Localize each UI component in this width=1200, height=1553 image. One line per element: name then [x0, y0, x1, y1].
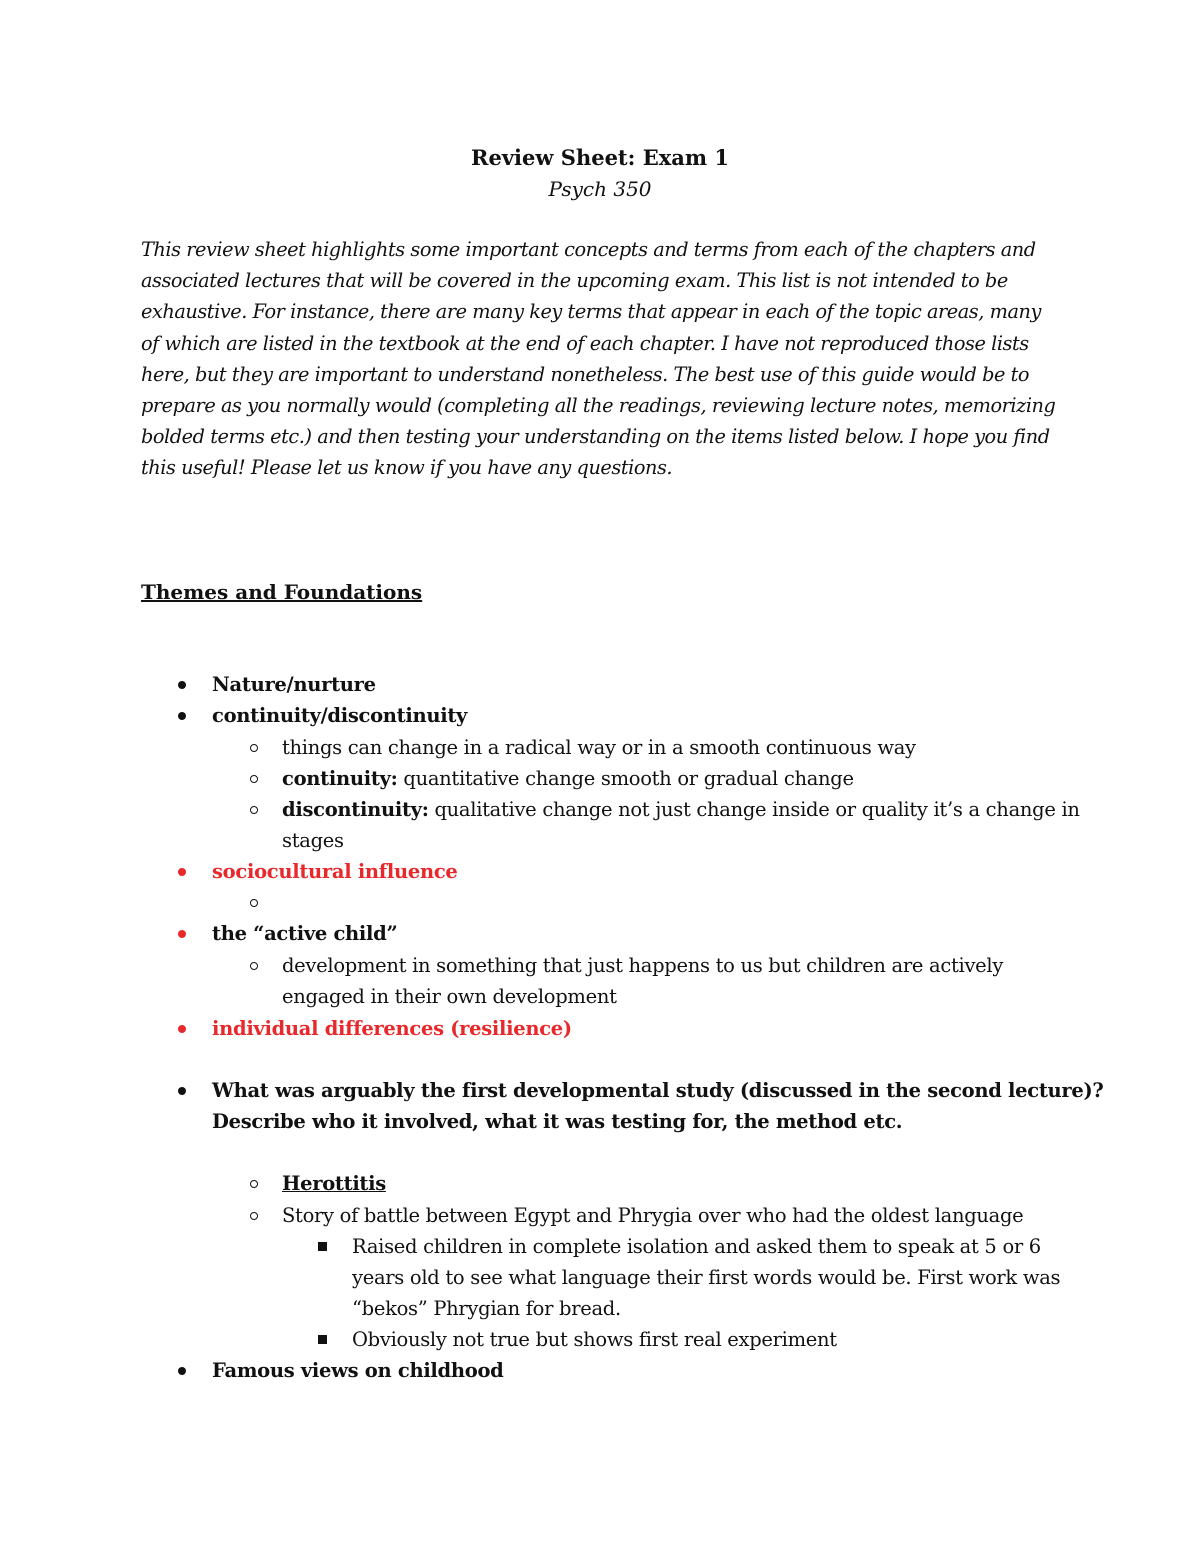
- list-item-question: What was arguably the first developmental study (discussed in the second lecture)?: [212, 1079, 1104, 1102]
- bullet-icon: [178, 930, 186, 938]
- circle-bullet-icon: [250, 899, 258, 907]
- square-bullet-icon: [318, 1335, 327, 1344]
- intro-line: exhaustive. For instance, there are many key terms that appear in each of the topic areas, many: [141, 300, 1041, 324]
- definition-text: quantitative change smooth or gradual change: [397, 767, 854, 790]
- list-subsubitem: Obviously not true but shows first real experiment: [352, 1328, 837, 1351]
- document-subtitle: Psych 350: [548, 177, 652, 201]
- bullet-icon: [178, 1025, 186, 1033]
- bullet-icon: [178, 868, 186, 876]
- term-discontinuity: discontinuity:: [282, 798, 429, 821]
- list-item-nature-nurture: Nature/nurture: [212, 673, 376, 696]
- list-item-individual-differences: individual differences (resilience): [212, 1017, 572, 1040]
- circle-bullet-icon: [250, 744, 258, 752]
- list-item-famous-views: Famous views on childhood: [212, 1359, 504, 1382]
- intro-line: of which are listed in the textbook at the end of each chapter. I have not reproduced those lists: [141, 331, 1029, 355]
- intro-line: prepare as you normally would (completing all the readings, reviewing lecture notes, memorizing: [141, 394, 1056, 418]
- bullet-icon: [178, 1087, 186, 1095]
- circle-bullet-icon: [250, 962, 258, 970]
- bullet-icon: [178, 681, 186, 689]
- definition-text: qualitative change not just change inside or quality it’s a change in: [428, 798, 1080, 821]
- circle-bullet-icon: [250, 806, 258, 814]
- circle-bullet-icon: [250, 775, 258, 783]
- circle-bullet-icon: [250, 1180, 258, 1188]
- circle-bullet-icon: [250, 1212, 258, 1220]
- intro-line: This review sheet highlights some important concepts and terms from each of the chapters and: [141, 238, 1036, 261]
- list-item-question-continuation: Describe who it involved, what it was testing for, the method etc.: [212, 1110, 903, 1133]
- list-item-active-child: the “active child”: [212, 922, 398, 945]
- list-subitem-continuation: engaged in their own development: [282, 985, 617, 1008]
- list-item-continuity: continuity/discontinuity: [212, 704, 468, 727]
- term-continuity: continuity:: [282, 767, 398, 790]
- intro-line: bolded terms etc.) and then testing your understanding on the items listed below. I hope you find: [141, 425, 1050, 449]
- section-heading: Themes and Foundations: [141, 580, 423, 604]
- list-subitem: [282, 794, 1080, 825]
- list-subsubitem: Raised children in complete isolation and asked them to speak at 5 or 6: [352, 1235, 1041, 1258]
- document-title: Review Sheet: Exam 1: [471, 145, 729, 170]
- intro-line: here, but they are important to understand nonetheless. The best use of this guide would be to: [141, 362, 1030, 386]
- list-subitem: [282, 763, 854, 794]
- list-subitem: Story of battle between Egypt and Phrygia over who had the oldest language: [282, 1204, 1024, 1227]
- intro-line: this useful! Please let us know if you have any questions.: [141, 456, 673, 480]
- bullet-icon: [178, 1367, 186, 1375]
- list-subsubitem-continuation: “bekos” Phrygian for bread.: [352, 1297, 621, 1320]
- list-subitem: things can change in a radical way or in a smooth continuous way: [282, 736, 916, 759]
- list-subitem-herottitis: Herottitis: [282, 1172, 386, 1195]
- list-subitem-continuation: stages: [282, 829, 344, 852]
- square-bullet-icon: [318, 1242, 327, 1251]
- list-subsubitem-continuation: years old to see what language their first words would be. First work was: [352, 1266, 1061, 1289]
- intro-line: associated lectures that will be covered in the upcoming exam. This list is not intended to be: [141, 269, 1008, 293]
- list-item-sociocultural: sociocultural influence: [212, 860, 458, 883]
- intro-paragraph: [141, 234, 1066, 484]
- bullet-icon: [178, 712, 186, 720]
- list-subitem: development in something that just happens to us but children are actively: [282, 954, 1004, 977]
